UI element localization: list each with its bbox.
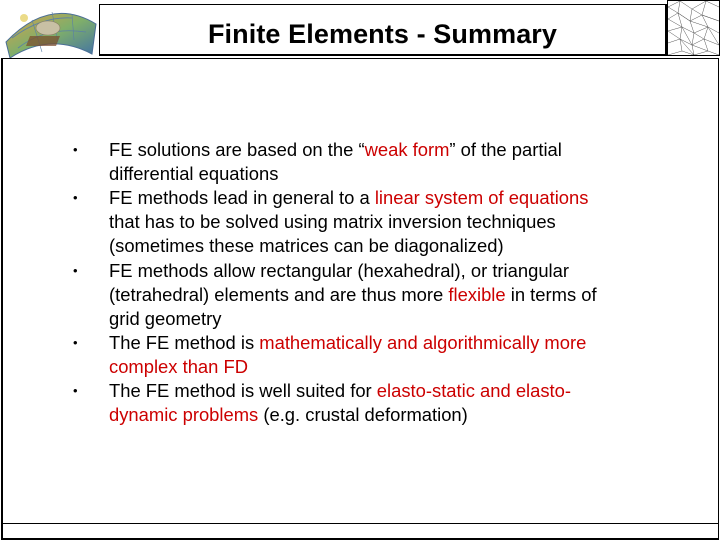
bullet-marker: •: [73, 262, 78, 278]
bullet-text-line: [109, 403, 468, 427]
highlighted-text: flexible: [448, 283, 506, 305]
title-box: [99, 4, 667, 56]
text-run: (tetrahedral) elements and are thus more: [109, 283, 449, 305]
bullet-text-line: [109, 138, 562, 162]
highlighted-text: complex than FD: [109, 355, 249, 377]
bullet-text-line: [109, 379, 571, 403]
text-run: FE solutions are based on the “: [109, 139, 365, 160]
text-run: The FE method is: [109, 331, 260, 353]
bullet-text-line: [109, 307, 221, 331]
highlighted-text: mathematically and algorithmically more: [259, 331, 587, 353]
highlighted-text: linear system of equations: [374, 187, 589, 209]
bullet-text-line: [109, 210, 556, 234]
bullet-text-line: [109, 355, 248, 379]
text-run: that has to be solved using matrix inversion techniques: [109, 211, 556, 233]
text-run: The FE method is well suited for: [109, 380, 377, 401]
bullet-marker: •: [73, 334, 78, 350]
bullet-text-line: [109, 259, 569, 283]
text-run: in terms of: [505, 283, 597, 305]
bullet-text-line: [109, 234, 504, 258]
bullet-text-line: [109, 283, 597, 307]
bullet-marker: •: [73, 190, 78, 206]
text-run: FE methods allow rectangular (hexahedral), or triangular: [109, 259, 569, 281]
highlighted-text: elasto-static and elasto-: [376, 380, 572, 401]
bullet-text-line: [109, 162, 278, 186]
bullet-text-line: [109, 331, 586, 355]
slide-title: Finite Elements - Summary: [207, 19, 558, 49]
slide-header: [0, 0, 720, 58]
text-run: grid geometry: [109, 307, 222, 329]
bullet-marker: •: [73, 383, 78, 398]
text-run: (e.g. crustal deformation): [258, 404, 468, 426]
highlighted-text: weak form: [364, 139, 450, 160]
triangle-mesh-icon: [667, 0, 720, 56]
bullet-marker: •: [73, 142, 78, 157]
footer-strip: [1, 524, 719, 540]
highlighted-text: dynamic problems: [109, 404, 259, 426]
fe-mesh-logo-icon: [2, 2, 100, 58]
text-run: differential equations: [109, 163, 279, 185]
text-run: FE methods lead in general to a: [109, 187, 375, 209]
text-run: ” of the partial: [449, 139, 562, 160]
text-run: (sometimes these matrices can be diagonalized): [109, 235, 504, 257]
bullet-text-line: [109, 186, 588, 210]
